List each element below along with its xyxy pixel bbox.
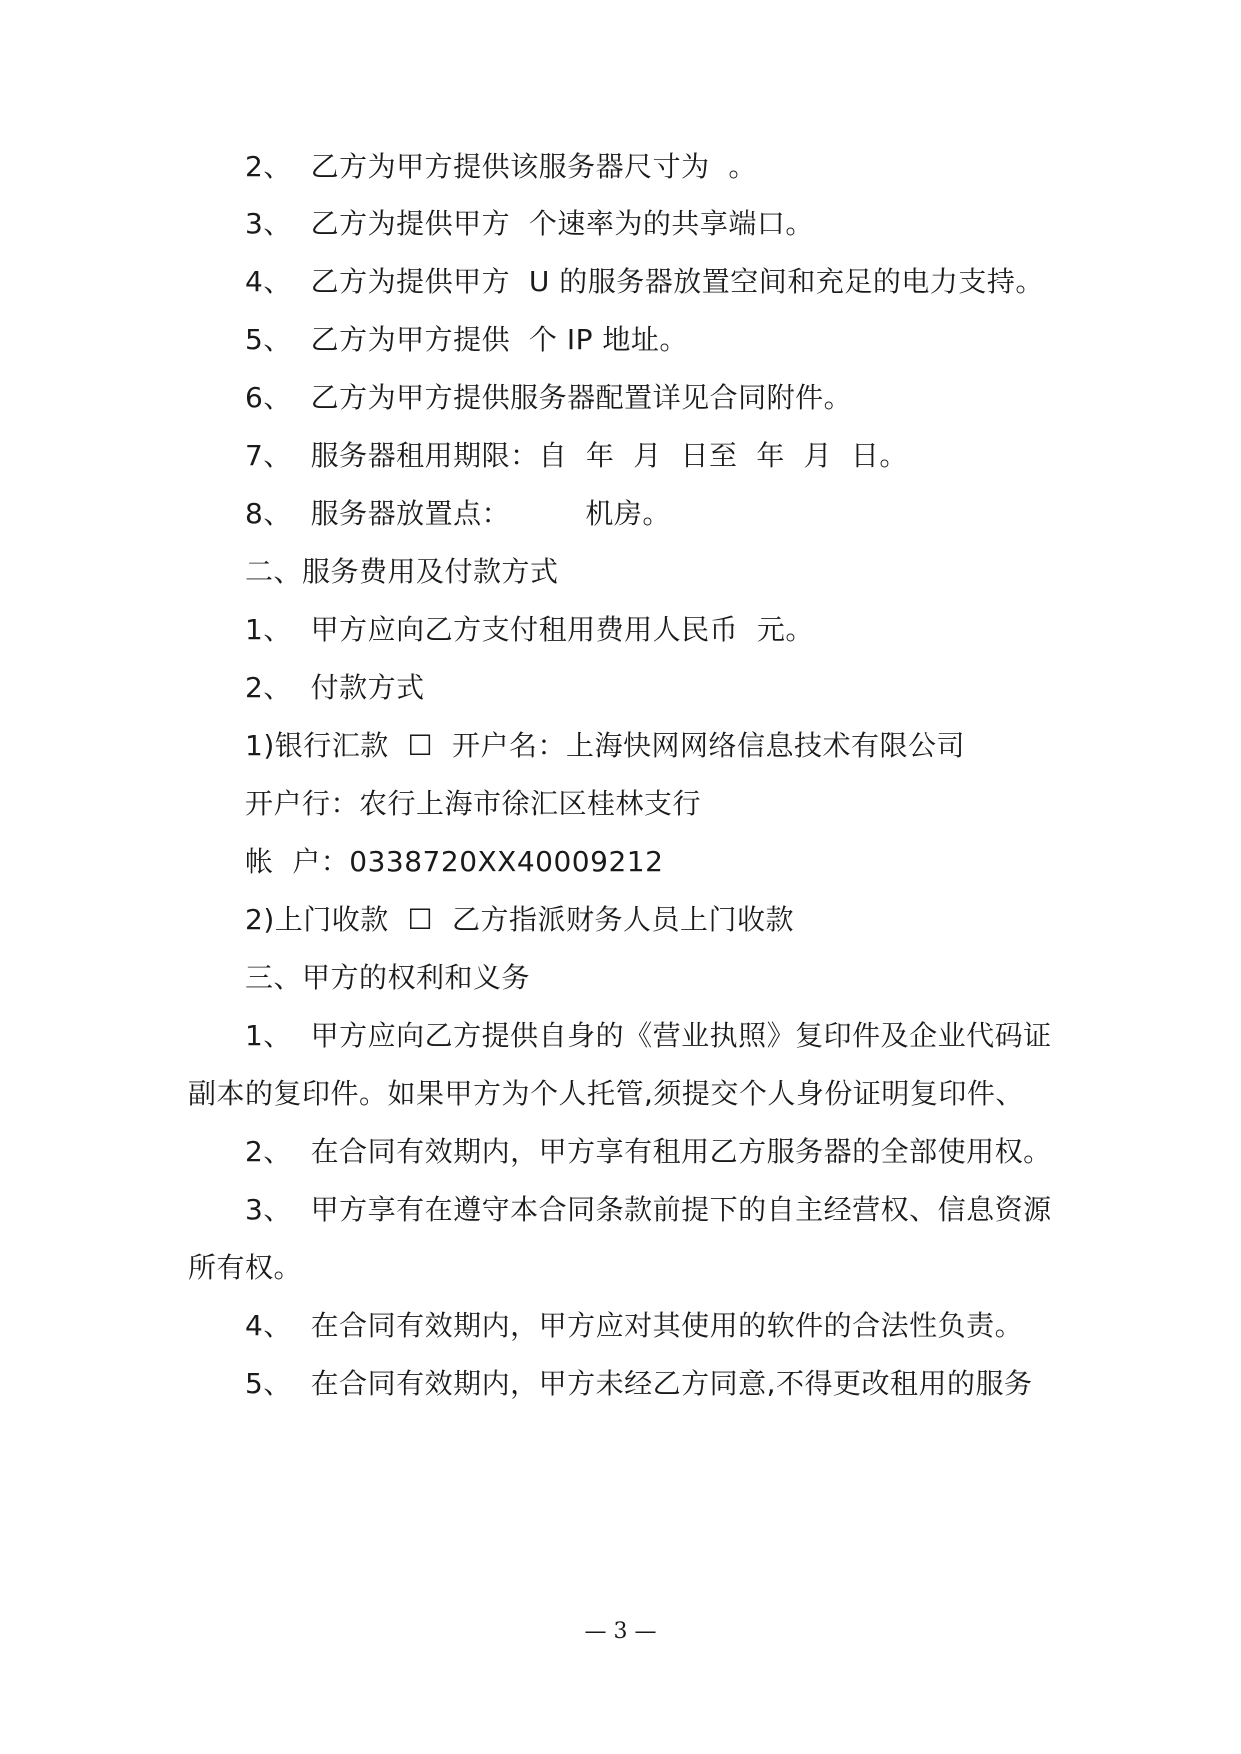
payment-option-collection: 2)上门收款 ☐ 乙方指派财务人员上门收款 [245,903,794,936]
clause-line: 5、 在合同有效期内，甲方未经乙方同意,不得更改租用的服务 [245,1367,1033,1400]
section-heading: 三、甲方的权利和义务 [245,961,531,994]
clause-line: 6、 乙方为甲方提供服务器配置详见合同附件。 [245,381,853,414]
clause-line: 2、 在合同有效期内，甲方享有租用乙方服务器的全部使用权。 [245,1135,1052,1168]
clause-continuation: 副本的复印件。如果甲方为个人托管,须提交个人身份证明复印件、 [188,1077,1024,1110]
clause-line: 4、 乙方为提供甲方 U 的服务器放置空间和充足的电力支持。 [245,265,1044,298]
clause-line: 1、 甲方应向乙方支付租用费用人民币 元。 [245,613,814,646]
clause-line: 4、 在合同有效期内，甲方应对其使用的软件的合法性负责。 [245,1309,1024,1342]
clause-line: 1、 甲方应向乙方提供自身的《营业执照》复印件及企业代码证 [245,1019,1052,1052]
bank-name-line: 开户行：农行上海市徐汇区桂林支行 [245,787,702,820]
account-line: 帐 户：0338720XX40009212 [245,845,664,878]
clause-line: 5、 乙方为甲方提供 个 IP 地址。 [245,323,688,356]
clause-line: 2、 乙方为甲方提供该服务器尺寸为 。 [245,150,757,183]
payment-option-bank: 1)银行汇款 ☐ 开户名：上海快网网络信息技术有限公司 [245,729,965,762]
section-heading: 二、服务费用及付款方式 [245,555,559,588]
clause-line: 7、 服务器租用期限：自 年 月 日至 年 月 日。 [245,439,908,472]
clause-line: 3、 乙方为提供甲方 个速率为的共享端口。 [245,207,814,240]
clause-line: 3、 甲方享有在遵守本合同条款前提下的自主经营权、信息资源 [245,1193,1052,1226]
clause-continuation: 所有权。 [188,1251,303,1284]
clause-line: 8、 服务器放置点： 机房。 [245,497,671,530]
clause-line: 2、 付款方式 [245,671,425,704]
page-number: — 3 — [584,1619,657,1644]
